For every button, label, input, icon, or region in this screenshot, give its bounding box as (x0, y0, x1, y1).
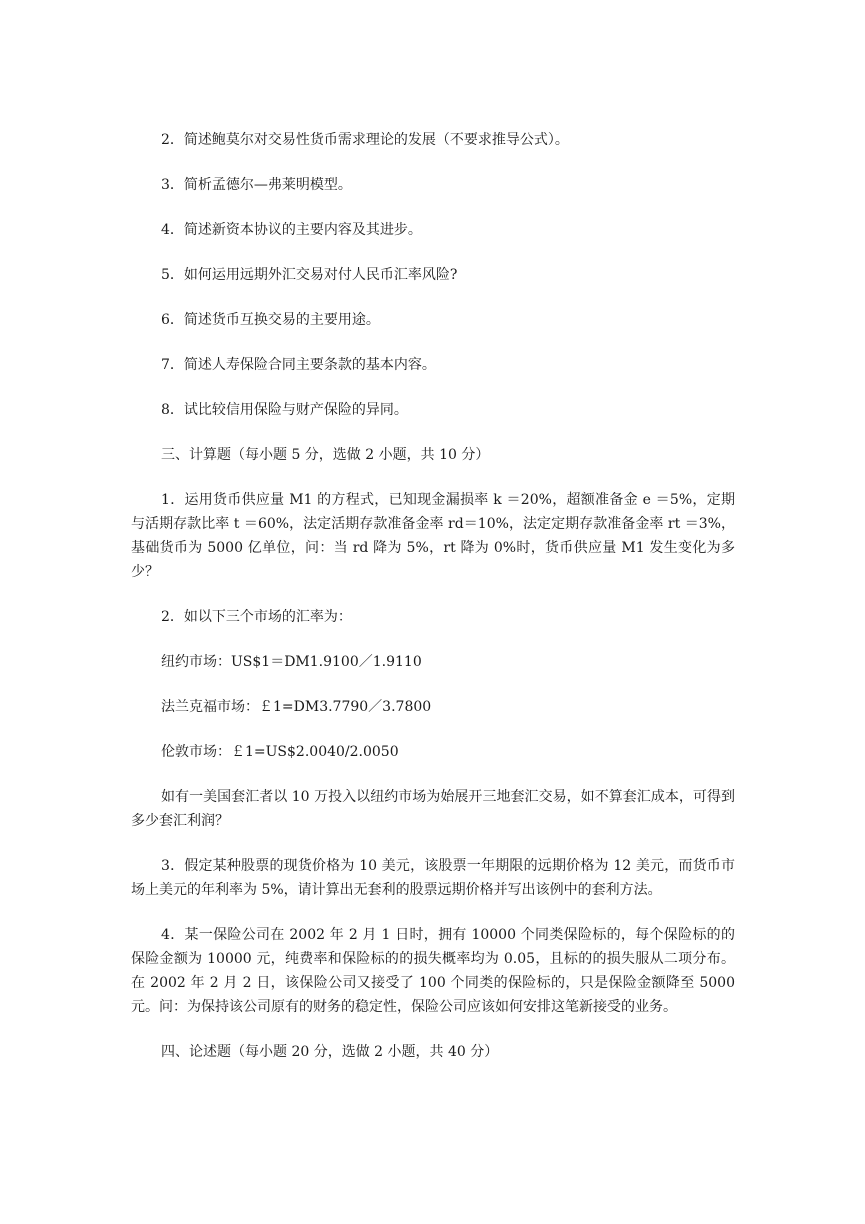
short-question-2: 2．简述鲍莫尔对交易性货币需求理论的发展（不要求推导公式）。 (161, 132, 569, 148)
rate-frankfurt: 法兰克福市场：￡1=DM3.7790／3.7800 (161, 699, 432, 715)
calc-question-2-intro: 2．如以下三个市场的汇率为： (161, 609, 352, 625)
short-question-7: 7．简述人寿保险合同主要条款的基本内容。 (161, 357, 436, 373)
document-body (131, 128, 735, 1064)
short-question-3: 3．简析孟德尔—弗莱明模型。 (161, 177, 352, 193)
short-question-6: 6．简述货币互换交易的主要用途。 (161, 312, 380, 328)
short-question-8: 8．试比较信用保险与财产保险的异同。 (161, 402, 408, 418)
calc-question-3: 3．假定某种股票的现货价格为 10 美元，该股票一年期限的远期价格为 12 美元，而货币市场上美元的年利率为 5%，请计算出无套利的股票远期价格并写出该例中的套利方法。 (131, 858, 735, 898)
rate-london: 伦敦市场：￡1=US$2.0040/2.0050 (161, 744, 399, 760)
calc-question-4: 4．某一保险公司在 2002 年 2 月 1 日时，拥有 10000 个同类保险标的，每个保险标的的保险金额为 10000 元，纯费率和保险标的的损失概率均为 0.05，且标的的损失服从二项分布。在 2002 年 2 月 2 日，该保险公司又接受了 100 个同类的保险标的，只是保险金额降至 5000 元。问：为保持该公司原有的财务的稳定性，保险公司应该如何安排这笔新接受的业务。 (131, 927, 735, 1015)
section-4-heading: 四、论述题（每小题 20 分，选做 2 小题，共 40 分） (161, 1044, 499, 1060)
calc-question-2-body: 如有一美国套汇者以 10 万投入以纽约市场为始展开三地套汇交易，如不算套汇成本，可得到多少套汇利润？ (131, 789, 735, 829)
short-question-4: 4．简述新资本协议的主要内容及其进步。 (161, 222, 422, 238)
calc-question-1: 1．运用货币供应量 M1 的方程式，已知现金漏损率 k ＝20%，超额准备金 e ＝5%，定期与活期存款比率 t ＝60%，法定活期存款准备金率 rd＝10%，法定定期存款准备金率 rt ＝3%，基础货币为 5000 亿单位，问：当 rd 降为 5%，rt 降为 0%时，货币供应量 M1 发生变化为多少？ (131, 492, 735, 580)
short-question-5: 5．如何运用远期外汇交易对付人民币汇率风险? (161, 267, 458, 283)
section-3-heading: 三、计算题（每小题 5 分，选做 2 小题，共 10 分） (161, 447, 490, 463)
rate-newyork: 纽约市场：US$1＝DM1.9100／1.9110 (161, 654, 422, 670)
